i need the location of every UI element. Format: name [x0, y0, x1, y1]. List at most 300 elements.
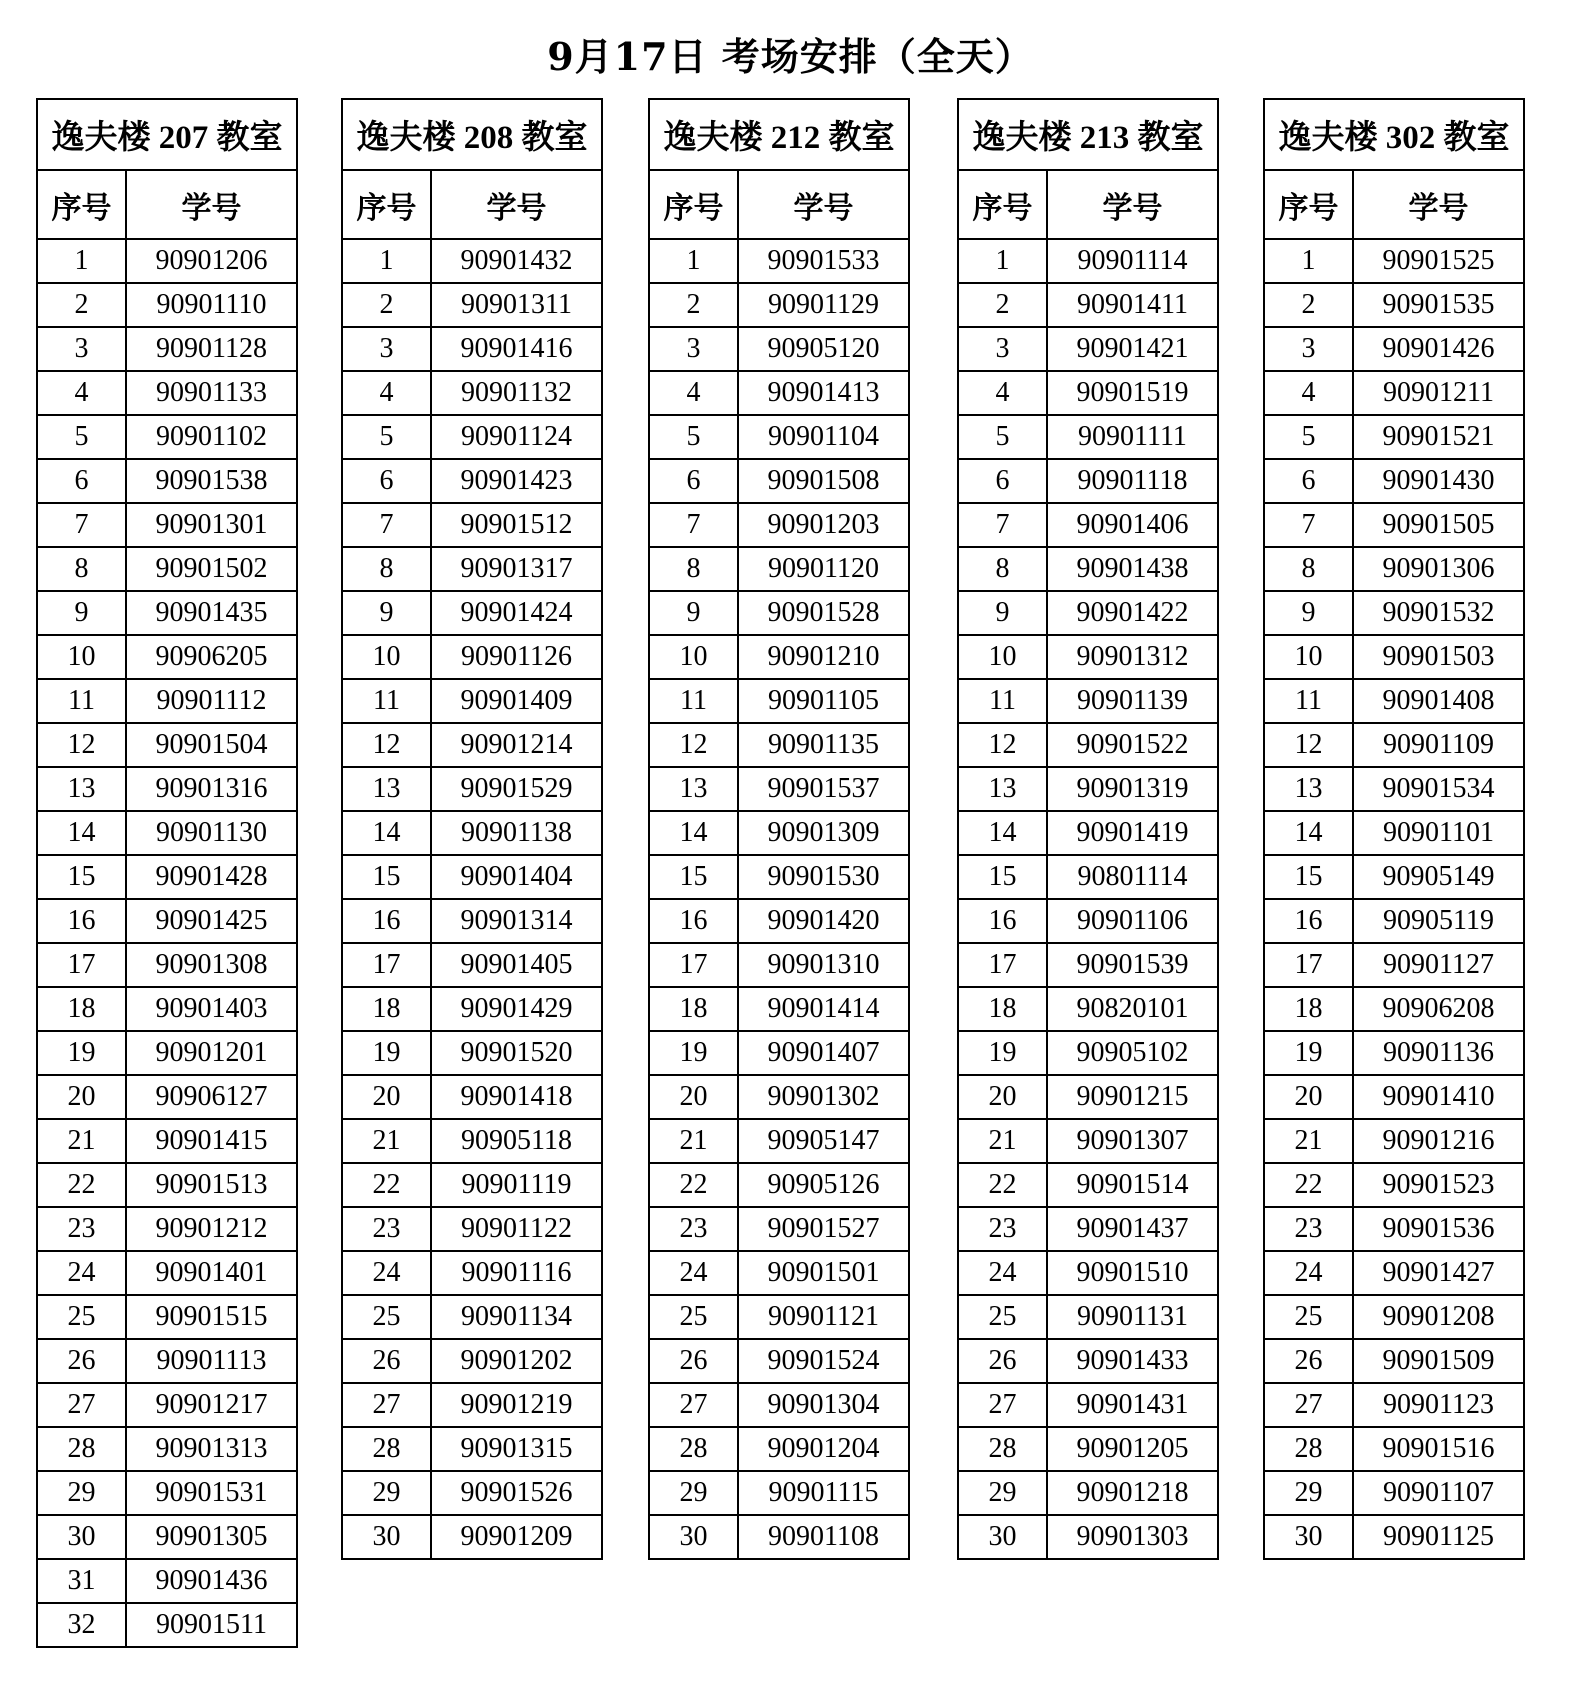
row-index: 18 — [1264, 987, 1353, 1031]
row-index: 20 — [649, 1075, 738, 1119]
table-row — [37, 547, 297, 591]
table-row — [1264, 767, 1524, 811]
table-row — [958, 1515, 1218, 1559]
row-index: 13 — [342, 767, 431, 811]
table-row — [958, 987, 1218, 1031]
table-row — [1264, 283, 1524, 327]
room-table — [341, 98, 603, 1560]
student-id: 90901301 — [126, 503, 297, 547]
table-row — [649, 415, 909, 459]
table-row — [342, 1251, 602, 1295]
student-id: 90901139 — [1047, 679, 1218, 723]
student-id: 90901122 — [431, 1207, 602, 1251]
table-row — [37, 1251, 297, 1295]
row-index: 2 — [958, 283, 1047, 327]
row-index: 9 — [37, 591, 126, 635]
student-id: 90901210 — [738, 635, 909, 679]
table-row — [1264, 943, 1524, 987]
student-id: 90901509 — [1353, 1339, 1524, 1383]
table-row — [649, 1075, 909, 1119]
row-index: 4 — [649, 371, 738, 415]
table-row — [958, 591, 1218, 635]
room-table — [1263, 98, 1525, 1560]
index-column-header: 序号 — [342, 170, 431, 239]
row-index: 17 — [342, 943, 431, 987]
student-id: 90901404 — [431, 855, 602, 899]
row-index: 9 — [649, 591, 738, 635]
table-row — [37, 371, 297, 415]
table-row — [958, 239, 1218, 283]
table-row — [342, 943, 602, 987]
row-index: 24 — [1264, 1251, 1353, 1295]
row-index: 5 — [958, 415, 1047, 459]
table-row — [649, 459, 909, 503]
table-row — [649, 1295, 909, 1339]
row-index: 21 — [649, 1119, 738, 1163]
row-index: 27 — [649, 1383, 738, 1427]
row-index: 26 — [37, 1339, 126, 1383]
row-index: 3 — [649, 327, 738, 371]
table-row — [958, 1163, 1218, 1207]
table-row — [1264, 1251, 1524, 1295]
row-index: 29 — [342, 1471, 431, 1515]
student-id: 90901211 — [1353, 371, 1524, 415]
student-id: 90901131 — [1047, 1295, 1218, 1339]
row-index: 19 — [1264, 1031, 1353, 1075]
table-row — [649, 1471, 909, 1515]
table-row — [1264, 547, 1524, 591]
table-row — [649, 547, 909, 591]
student-id: 90901508 — [738, 459, 909, 503]
row-index: 7 — [649, 503, 738, 547]
table-row — [649, 239, 909, 283]
table-row — [958, 371, 1218, 415]
student-id: 90901401 — [126, 1251, 297, 1295]
index-column-header: 序号 — [37, 170, 126, 239]
table-row — [649, 371, 909, 415]
student-id: 90901123 — [1353, 1383, 1524, 1427]
row-index: 25 — [342, 1295, 431, 1339]
row-index: 2 — [342, 283, 431, 327]
table-row — [342, 327, 602, 371]
student-id: 90901313 — [126, 1427, 297, 1471]
row-index: 21 — [1264, 1119, 1353, 1163]
room-name: 逸夫楼 208 教室 — [342, 99, 602, 170]
table-row — [958, 1471, 1218, 1515]
table-row — [342, 1427, 602, 1471]
table-row — [958, 811, 1218, 855]
student-id: 90901125 — [1353, 1515, 1524, 1559]
table-row — [649, 1031, 909, 1075]
student-id: 90901539 — [1047, 943, 1218, 987]
student-id: 90901107 — [1353, 1471, 1524, 1515]
student-id: 90901502 — [126, 547, 297, 591]
table-row — [1264, 239, 1524, 283]
student-id: 90901116 — [431, 1251, 602, 1295]
student-id: 90901504 — [126, 723, 297, 767]
row-index: 28 — [958, 1427, 1047, 1471]
table-row — [649, 1119, 909, 1163]
student-id: 90901416 — [431, 327, 602, 371]
row-index: 19 — [342, 1031, 431, 1075]
row-index: 26 — [958, 1339, 1047, 1383]
row-index: 16 — [649, 899, 738, 943]
student-id: 90901214 — [431, 723, 602, 767]
student-id: 90905149 — [1353, 855, 1524, 899]
student-id: 90901317 — [431, 547, 602, 591]
row-index: 7 — [1264, 503, 1353, 547]
table-row — [649, 1163, 909, 1207]
student-id: 90901308 — [126, 943, 297, 987]
table-row — [342, 459, 602, 503]
student-id: 90901535 — [1353, 283, 1524, 327]
index-column-header: 序号 — [1264, 170, 1353, 239]
student-id: 90906205 — [126, 635, 297, 679]
table-row — [342, 239, 602, 283]
row-index: 11 — [1264, 679, 1353, 723]
student-id: 90906208 — [1353, 987, 1524, 1031]
row-index: 17 — [958, 943, 1047, 987]
row-index: 3 — [1264, 327, 1353, 371]
table-row — [1264, 855, 1524, 899]
student-id: 90901307 — [1047, 1119, 1218, 1163]
row-index: 22 — [1264, 1163, 1353, 1207]
student-id: 90901501 — [738, 1251, 909, 1295]
row-index: 9 — [958, 591, 1047, 635]
table-row — [37, 591, 297, 635]
row-index: 26 — [649, 1339, 738, 1383]
table-row — [958, 767, 1218, 811]
table-row — [37, 987, 297, 1031]
student-id: 90901524 — [738, 1339, 909, 1383]
table-row — [342, 635, 602, 679]
row-index: 14 — [342, 811, 431, 855]
student-id: 90901520 — [431, 1031, 602, 1075]
row-index: 29 — [649, 1471, 738, 1515]
table-row — [649, 1383, 909, 1427]
student-id: 90901306 — [1353, 547, 1524, 591]
table-row — [958, 1295, 1218, 1339]
row-index: 28 — [37, 1427, 126, 1471]
row-index: 27 — [37, 1383, 126, 1427]
student-id-column-header: 学号 — [126, 170, 297, 239]
student-id: 90901433 — [1047, 1339, 1218, 1383]
row-index: 30 — [342, 1515, 431, 1559]
student-id: 90901531 — [126, 1471, 297, 1515]
row-index: 25 — [37, 1295, 126, 1339]
student-id: 90901436 — [126, 1559, 297, 1603]
student-id: 90901536 — [1353, 1207, 1524, 1251]
row-index: 30 — [37, 1515, 126, 1559]
student-id: 90901410 — [1353, 1075, 1524, 1119]
row-index: 3 — [342, 327, 431, 371]
table-row — [1264, 899, 1524, 943]
row-index: 7 — [37, 503, 126, 547]
student-id: 90901101 — [1353, 811, 1524, 855]
row-index: 15 — [958, 855, 1047, 899]
row-index: 22 — [649, 1163, 738, 1207]
row-index: 27 — [1264, 1383, 1353, 1427]
row-index: 12 — [649, 723, 738, 767]
row-index: 16 — [958, 899, 1047, 943]
row-index: 27 — [958, 1383, 1047, 1427]
table-row — [342, 283, 602, 327]
row-index: 23 — [958, 1207, 1047, 1251]
student-id: 90901115 — [738, 1471, 909, 1515]
row-index: 22 — [37, 1163, 126, 1207]
row-index: 7 — [342, 503, 431, 547]
student-id-column-header: 学号 — [1047, 170, 1218, 239]
table-row — [649, 767, 909, 811]
table-row — [342, 1207, 602, 1251]
student-id: 90901530 — [738, 855, 909, 899]
student-id: 90901528 — [738, 591, 909, 635]
student-id: 90901505 — [1353, 503, 1524, 547]
student-id: 90901527 — [738, 1207, 909, 1251]
row-index: 32 — [37, 1603, 126, 1647]
row-index: 7 — [958, 503, 1047, 547]
table-row — [1264, 811, 1524, 855]
table-row — [1264, 1163, 1524, 1207]
student-id: 90901525 — [1353, 239, 1524, 283]
table-row — [37, 855, 297, 899]
row-index: 18 — [342, 987, 431, 1031]
row-index: 3 — [958, 327, 1047, 371]
student-id: 90901522 — [1047, 723, 1218, 767]
student-id: 90901108 — [738, 1515, 909, 1559]
table-row — [1264, 679, 1524, 723]
row-index: 12 — [342, 723, 431, 767]
row-index: 1 — [1264, 239, 1353, 283]
row-index: 11 — [649, 679, 738, 723]
table-row — [1264, 459, 1524, 503]
table-row — [37, 1207, 297, 1251]
table-row — [958, 1383, 1218, 1427]
student-id: 90901533 — [738, 239, 909, 283]
row-index: 1 — [342, 239, 431, 283]
table-row — [37, 503, 297, 547]
row-index: 4 — [37, 371, 126, 415]
student-id: 90901537 — [738, 767, 909, 811]
index-column-header: 序号 — [958, 170, 1047, 239]
row-index: 23 — [649, 1207, 738, 1251]
student-id: 90905119 — [1353, 899, 1524, 943]
row-index: 12 — [1264, 723, 1353, 767]
row-index: 9 — [342, 591, 431, 635]
student-id: 90901311 — [431, 283, 602, 327]
row-index: 9 — [1264, 591, 1353, 635]
table-row — [649, 679, 909, 723]
row-index: 10 — [1264, 635, 1353, 679]
table-row — [342, 1471, 602, 1515]
row-index: 22 — [342, 1163, 431, 1207]
row-index: 5 — [37, 415, 126, 459]
row-index: 25 — [958, 1295, 1047, 1339]
table-row — [1264, 1119, 1524, 1163]
row-index: 31 — [37, 1559, 126, 1603]
table-row — [1264, 1075, 1524, 1119]
row-index: 8 — [649, 547, 738, 591]
student-id: 90901110 — [126, 283, 297, 327]
row-index: 11 — [37, 679, 126, 723]
student-id: 90901419 — [1047, 811, 1218, 855]
student-id: 90901109 — [1353, 723, 1524, 767]
row-index: 21 — [342, 1119, 431, 1163]
table-row — [37, 1559, 297, 1603]
student-id: 90901432 — [431, 239, 602, 283]
row-index: 17 — [1264, 943, 1353, 987]
table-row — [37, 1339, 297, 1383]
student-id: 90901215 — [1047, 1075, 1218, 1119]
row-index: 4 — [342, 371, 431, 415]
student-id: 90901106 — [1047, 899, 1218, 943]
row-index: 18 — [958, 987, 1047, 1031]
student-id: 90901205 — [1047, 1427, 1218, 1471]
student-id: 90901538 — [126, 459, 297, 503]
row-index: 14 — [1264, 811, 1353, 855]
row-index: 28 — [1264, 1427, 1353, 1471]
row-index: 14 — [37, 811, 126, 855]
table-row — [37, 767, 297, 811]
table-row — [37, 1603, 297, 1647]
table-row — [958, 1427, 1218, 1471]
table-row — [649, 1339, 909, 1383]
row-index: 13 — [958, 767, 1047, 811]
student-id: 90901414 — [738, 987, 909, 1031]
student-id: 90901216 — [1353, 1119, 1524, 1163]
student-id: 90901316 — [126, 767, 297, 811]
table-row — [342, 855, 602, 899]
student-id: 90901438 — [1047, 547, 1218, 591]
table-row — [37, 327, 297, 371]
row-index: 4 — [1264, 371, 1353, 415]
student-id: 90901526 — [431, 1471, 602, 1515]
student-id: 90901305 — [126, 1515, 297, 1559]
row-index: 10 — [958, 635, 1047, 679]
row-index: 23 — [37, 1207, 126, 1251]
student-id: 90901124 — [431, 415, 602, 459]
row-index: 18 — [37, 987, 126, 1031]
table-row — [649, 327, 909, 371]
student-id: 90901314 — [431, 899, 602, 943]
student-id: 90901431 — [1047, 1383, 1218, 1427]
table-row — [342, 767, 602, 811]
row-index: 20 — [342, 1075, 431, 1119]
room-name: 逸夫楼 212 教室 — [649, 99, 909, 170]
student-id: 90901121 — [738, 1295, 909, 1339]
row-index: 5 — [1264, 415, 1353, 459]
student-id: 90901312 — [1047, 635, 1218, 679]
table-row — [649, 855, 909, 899]
student-id: 90901111 — [1047, 415, 1218, 459]
row-index: 2 — [1264, 283, 1353, 327]
table-row — [37, 811, 297, 855]
table-row — [342, 1383, 602, 1427]
table-row — [37, 1295, 297, 1339]
student-id: 90901208 — [1353, 1295, 1524, 1339]
table-row — [958, 1207, 1218, 1251]
table-row — [342, 1119, 602, 1163]
student-id: 90901407 — [738, 1031, 909, 1075]
row-index: 16 — [1264, 899, 1353, 943]
table-row — [1264, 1295, 1524, 1339]
table-row — [958, 635, 1218, 679]
table-row — [342, 899, 602, 943]
row-index: 1 — [958, 239, 1047, 283]
table-row — [1264, 1515, 1524, 1559]
student-id: 90906127 — [126, 1075, 297, 1119]
row-index: 19 — [958, 1031, 1047, 1075]
table-row — [958, 1031, 1218, 1075]
row-index: 8 — [37, 547, 126, 591]
student-id: 90901403 — [126, 987, 297, 1031]
row-index: 16 — [37, 899, 126, 943]
room-table — [648, 98, 910, 1560]
student-id: 90901319 — [1047, 767, 1218, 811]
student-id: 90901114 — [1047, 239, 1218, 283]
student-id: 90901202 — [431, 1339, 602, 1383]
table-row — [37, 415, 297, 459]
table-row — [1264, 1339, 1524, 1383]
student-id: 90901133 — [126, 371, 297, 415]
student-id: 90901218 — [1047, 1471, 1218, 1515]
row-index: 13 — [37, 767, 126, 811]
row-index: 8 — [1264, 547, 1353, 591]
index-column-header: 序号 — [649, 170, 738, 239]
student-id: 90901219 — [431, 1383, 602, 1427]
student-id: 90901430 — [1353, 459, 1524, 503]
row-index: 8 — [342, 547, 431, 591]
row-index: 5 — [342, 415, 431, 459]
student-id: 90901523 — [1353, 1163, 1524, 1207]
table-row — [37, 1163, 297, 1207]
row-index: 26 — [1264, 1339, 1353, 1383]
row-index: 11 — [958, 679, 1047, 723]
row-index: 15 — [342, 855, 431, 899]
student-id: 90901514 — [1047, 1163, 1218, 1207]
student-id: 90901512 — [431, 503, 602, 547]
table-row — [958, 899, 1218, 943]
row-index: 17 — [37, 943, 126, 987]
table-row — [649, 1515, 909, 1559]
row-index: 15 — [1264, 855, 1353, 899]
student-id: 90901427 — [1353, 1251, 1524, 1295]
table-row — [1264, 591, 1524, 635]
row-index: 25 — [649, 1295, 738, 1339]
row-index: 2 — [37, 283, 126, 327]
table-row — [342, 591, 602, 635]
student-id: 90901423 — [431, 459, 602, 503]
student-id: 90901134 — [431, 1295, 602, 1339]
student-id: 90901212 — [126, 1207, 297, 1251]
table-row — [342, 1031, 602, 1075]
row-index: 19 — [37, 1031, 126, 1075]
student-id: 90901519 — [1047, 371, 1218, 415]
student-id-column-header: 学号 — [1353, 170, 1524, 239]
table-row — [37, 1383, 297, 1427]
row-index: 25 — [1264, 1295, 1353, 1339]
row-index: 5 — [649, 415, 738, 459]
table-row — [342, 1515, 602, 1559]
row-index: 28 — [342, 1427, 431, 1471]
row-index: 23 — [1264, 1207, 1353, 1251]
row-index: 4 — [958, 371, 1047, 415]
student-id: 90901405 — [431, 943, 602, 987]
table-row — [342, 371, 602, 415]
student-id: 90905102 — [1047, 1031, 1218, 1075]
table-row — [342, 1163, 602, 1207]
student-id: 90901206 — [126, 239, 297, 283]
